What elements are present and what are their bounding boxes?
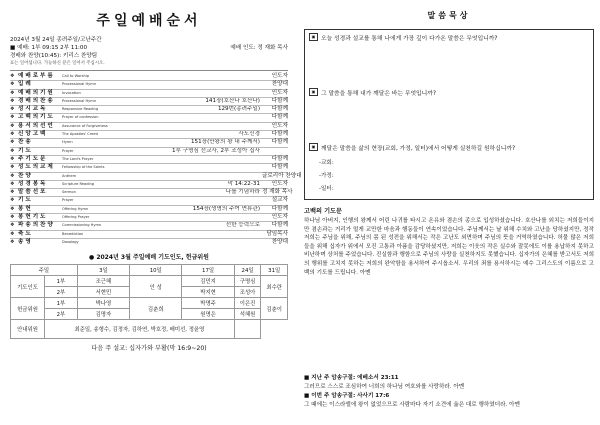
order-item [10,164,288,172]
order-item-host: 인도자 [271,180,288,187]
order-item-name: 성 도 의 교 제 [18,164,53,171]
order-item-name: 봉 헌 기 도 [18,214,46,221]
order-item-english: Benediction [62,231,84,236]
order-item-host: 글로리아 찬양대 [262,172,302,179]
order-item-host: 다함께 [271,164,288,171]
table-cell: 박명주 [182,298,234,309]
last-verse-label: ■ 지난 주 암송구절: 에베소서 23:11 [304,375,399,381]
order-item-name: 송 영 [18,238,31,245]
order-item-english: Offering Hymn [62,206,89,211]
date-line: 2024년 3월 24일 종려주일/고난주간 [10,37,102,43]
worship-order-panel [10,6,302,353]
schedule-header-row [11,265,288,276]
table-header-cell: 17일 [182,265,234,276]
order-list [10,73,302,246]
table-header-cell: 3일 [77,265,129,276]
order-item-english: The Apostles' Creed [62,132,98,137]
table-cell: 1부 [45,276,78,287]
question-text: 오늘 성경과 설교를 통해 나에게 가장 깊이 다가온 말씀은 무엇입니까? [321,36,498,42]
leader: 예배 인도: 정 재화 목사 [230,45,288,51]
offering-label: 헌금위원 [11,298,45,320]
order-item-name: 찬 양 [18,172,31,179]
table-row [11,320,288,339]
bullet-icon: ❖ [10,122,15,129]
table-cell: 박나영 [77,298,129,309]
order-item-host: 정 재화 목사 [262,189,293,196]
order-item-english: Hymn [62,140,73,145]
schedule-title: ● 2024년 3월 주일예배 기도인도, 헌금위원 [89,254,209,262]
table-cell: 석혜원 [234,309,261,320]
bullet-icon: ❖ [10,164,15,171]
order-item [10,139,288,147]
order-item [10,222,288,230]
order-item-english: Offering Prayer [62,215,90,220]
order-item-name: 파 송 의 찬 양 [18,222,53,229]
table-row [11,276,288,287]
order-item-english: Invocation [62,90,81,95]
order-item-host: 인도자 [271,89,288,96]
order-item-english: Responsive Reading [62,107,99,112]
this-verse-label: ■ 이번 주 암송구절: 사사기 17:6 [304,393,390,399]
order-item-english: Doxology [62,239,79,244]
order-item-host: 설교자 [271,197,288,204]
bullet-icon: ❖ [10,147,15,154]
apply-church: -교회: [319,160,334,166]
order-item-name: 기 도 [18,197,31,204]
question-1 [309,33,589,42]
bullet-icon: ❖ [10,106,15,113]
order-item [10,231,288,239]
table-cell: 김춘희 [130,298,182,320]
order-item-host: 다함께 [271,222,288,229]
table-cell: 조성아 [234,287,261,298]
order-item-host: 다함께 [271,106,288,113]
page-title: 주일예배순서 [96,13,202,29]
bullet-icon: ❖ [10,238,15,245]
apply-list [319,157,589,196]
order-item [10,114,288,122]
table-cell: 원명은 [182,309,234,320]
order-item-english: Call to Worship [62,74,90,78]
order-item-host: 찬양대 [271,238,288,245]
order-item [10,181,288,189]
order-item [10,131,288,139]
table-cell: 김명자 [77,309,129,320]
next-sermon: 다음 주 설교: 십자가와 부활(막 16:9~20) [91,345,207,353]
order-item-host: 찬양대 [271,81,288,88]
order-item-desc: 나를 기념하라 [225,189,260,196]
order-item-english: Anthem [62,173,77,178]
bullet-icon: ❖ [10,172,15,179]
table-header-cell: 24일 [234,265,261,276]
order-item-english: Scripture Reading [62,181,95,186]
order-item-desc: 막 14:22-31 [227,180,260,187]
order-item-name: 예 배 로 부 름 [18,73,53,79]
table-cell: 박지현 [182,287,234,298]
order-item-english: Commissioning Hymn [62,223,102,228]
order-item-english: Prayer [62,198,74,203]
bullet-icon: ❖ [10,180,15,187]
checkbox-icon: ▣ [309,33,318,41]
bullet-icon: ❖ [10,197,15,204]
order-item [10,172,302,181]
bullet-icon: ❖ [10,139,15,146]
table-cell: 김춘이 [261,298,288,320]
table-header-cell: 주일 [11,265,78,276]
bullet-icon: ❖ [10,205,15,212]
order-item-name: 축 도 [18,230,31,237]
table-cell: 조근혜 [77,276,129,287]
question-text: 그 말씀을 통해 내가 깨달은 바는 무엇입니까? [321,91,436,97]
table-cell: 최수란 [261,276,288,298]
order-item-desc: 1부 구명심 선교사, 2부 조성아 집사 [171,147,260,154]
table-cell: 2부 [45,287,78,298]
table-cell: 1부 [45,298,78,309]
standing-note: 표는 일어섭니다. 가능하신 분은 일어서 주십시오. [10,61,105,66]
table-cell: 서현민 [77,287,129,298]
order-item [10,189,293,197]
bullet-icon: ❖ [10,214,15,221]
order-item-host: 인도자 [271,214,288,221]
ushers-label: 안내위원 [11,320,45,339]
order-item [10,239,288,246]
praise-line: 경배와 찬양(10:45): 키리스 찬양팀 [10,53,98,59]
table-cell: 이은진 [234,298,261,309]
order-item-name: 입 례 [18,81,31,88]
bullet-icon: ❖ [10,230,15,237]
order-item-english: Sermon [62,190,76,195]
table-cell: 김민지 [182,276,234,287]
prayer-label: 기도인도 [11,276,45,298]
order-item-host: 다함께 [271,114,288,121]
prayer-text: 하나님 아버지, 인행의 왕께서 어린 나귀를 타시고 온유와 겸손의 종으로 입성하셨습니다. 호산나를 외치는 저희들이지만 겸손과는 거리가 멀게 교만한 마음과 행동들이 연속이었습니다. 주님께서는 날 위해 수치와 고난을 당하셨지만, 정작 저희는 주님을 위해, 주님의 몸 된 성전을 위해서는 작은 고난도 외면하며 주님의 뜻을 거역하였습니다. 허물 많은 저희들을 위해 십자가 위에서 모진 고통과 아픔을 감당하셨지만, 저희는 이웃의 작은 실수와 잘못에도 이를 용납하지 못하고 비난하며 상처를 주었습니다. 진실함과 행함으로 주님의 사랑을 실천하지도 못했습니다. 십자가의 은혜를 받고서도 저희의 행위를 고치지 못하는 저희의 완악함을 용서하여 주시옵소서. 우리의 죄를 용서하시는 예수 그리스도의 이름으로 고백의 기도를 드립니다. 아멘 [304,218,594,276]
order-item-english: Processional Hymn [62,82,97,87]
table-cell: 구명심 [234,276,261,287]
order-item-host: 인도자 [271,122,288,129]
order-item-name: 경 배 의 찬 송 [18,97,53,104]
order-item [10,81,288,89]
bullet-icon: ❖ [10,155,15,162]
order-item-name: 신 앙 고 백 [18,131,46,138]
reflect-title: 말씀묵상 [427,11,471,20]
question-3 [309,143,589,152]
question-box [304,29,594,200]
apply-work: -일터: [319,186,334,192]
order-item-host: 담임목사 [266,230,288,237]
service-info [10,36,288,68]
order-item-english: The Lord's Prayer [62,156,94,161]
bullet-icon: ❖ [10,81,15,88]
table-row [11,298,288,309]
order-item [10,73,288,81]
reflection-panel [304,6,594,408]
order-item-english: Prayer [62,148,74,153]
bullet-icon: ❖ [10,189,15,196]
bullet-icon: ❖ [10,73,15,79]
order-item [10,148,288,156]
order-item-name: 주 기 도 문 [18,155,46,162]
order-item-name: 고 백 의 기 도 [18,114,53,121]
checkbox-icon: ▣ [309,88,318,96]
memory-verses [304,374,594,410]
bullet-icon: ❖ [10,97,15,104]
last-verse-text: 그러므로 스스로 조심하여 너희의 하나님 여호와를 사랑하라. 아멘 [304,384,465,390]
schedule-table [10,264,288,339]
order-item-desc: 129번(종려주일) [217,106,260,113]
bullet-icon: ❖ [10,114,15,121]
order-item [10,206,288,214]
question-text: 깨달은 말씀을 삶의 현장(교회, 가정, 일터)에서 어떻게 실천하길 원하십니까? [321,146,516,152]
this-verse-text: 그 때에는 이스라엘에 왕이 없었으므로 사람마다 자기 소견에 옳은 대로 행하였더라. 아멘 [304,402,520,408]
apply-home: -가정: [319,173,334,179]
order-item-name: 성 시 교 독 [18,106,46,113]
checkbox-icon: ▣ [309,143,318,151]
ushers-names: 최준일, 송형수, 김정자, 김하연, 박호정, 배미선, 정윤영 [45,320,235,339]
order-item-english: Fellowship of the Saints [62,165,105,170]
order-item-english: Assurance of Forgiveness [62,123,108,128]
order-item-name: 말 씀 선 포 [18,189,46,196]
bullet-icon: ❖ [10,89,15,96]
order-item-host: 다함께 [271,131,288,138]
bullet-icon: ❖ [10,131,15,138]
order-item-host: 다함께 [271,205,288,212]
divider [10,70,288,71]
order-item-desc: 141장(호산나 호산나) [205,97,260,104]
order-item [10,98,288,106]
order-item-name: 성 경 봉 독 [18,180,46,187]
order-item-desc: 사도신경 [238,131,260,138]
order-item-desc: 151장(만왕의 왕 내 주께서) [190,139,260,146]
order-item-desc: 선한 능력으로 [225,222,260,229]
order-item [10,90,288,98]
service-times: ■ 예배: 1부 09:15 2부 11:00 [10,45,88,51]
order-item-name: 찬 송 [18,139,31,146]
order-item-desc: 154장(생명의 주여 면류관) [192,205,260,212]
prayer-title: 고백의 기도문 [304,208,343,215]
order-item-name: 봉 헌 [18,205,31,212]
order-item [10,123,288,131]
table-header-cell: 10일 [130,265,182,276]
bullet-icon: ❖ [10,222,15,229]
order-item-english: Processional Hymn [62,98,97,103]
table-header-cell: 31일 [261,265,288,276]
order-item-host: 다함께 [271,97,288,104]
order-item-english: Prayer of confession [62,115,99,120]
table-cell [234,320,261,339]
order-item-host: 인도자 [271,73,288,79]
order-item-name: 예 배 의 기 원 [18,89,53,96]
order-item-host: 다함께 [271,155,288,162]
order-item [10,197,288,205]
order-item-name: 기 도 [18,147,31,154]
table-cell: 인 성 [130,276,182,298]
order-item-name: 용 서 의 선 언 [18,122,53,129]
table-cell: 2부 [45,309,78,320]
question-2 [309,88,589,97]
order-item-host: 다함께 [271,139,288,146]
